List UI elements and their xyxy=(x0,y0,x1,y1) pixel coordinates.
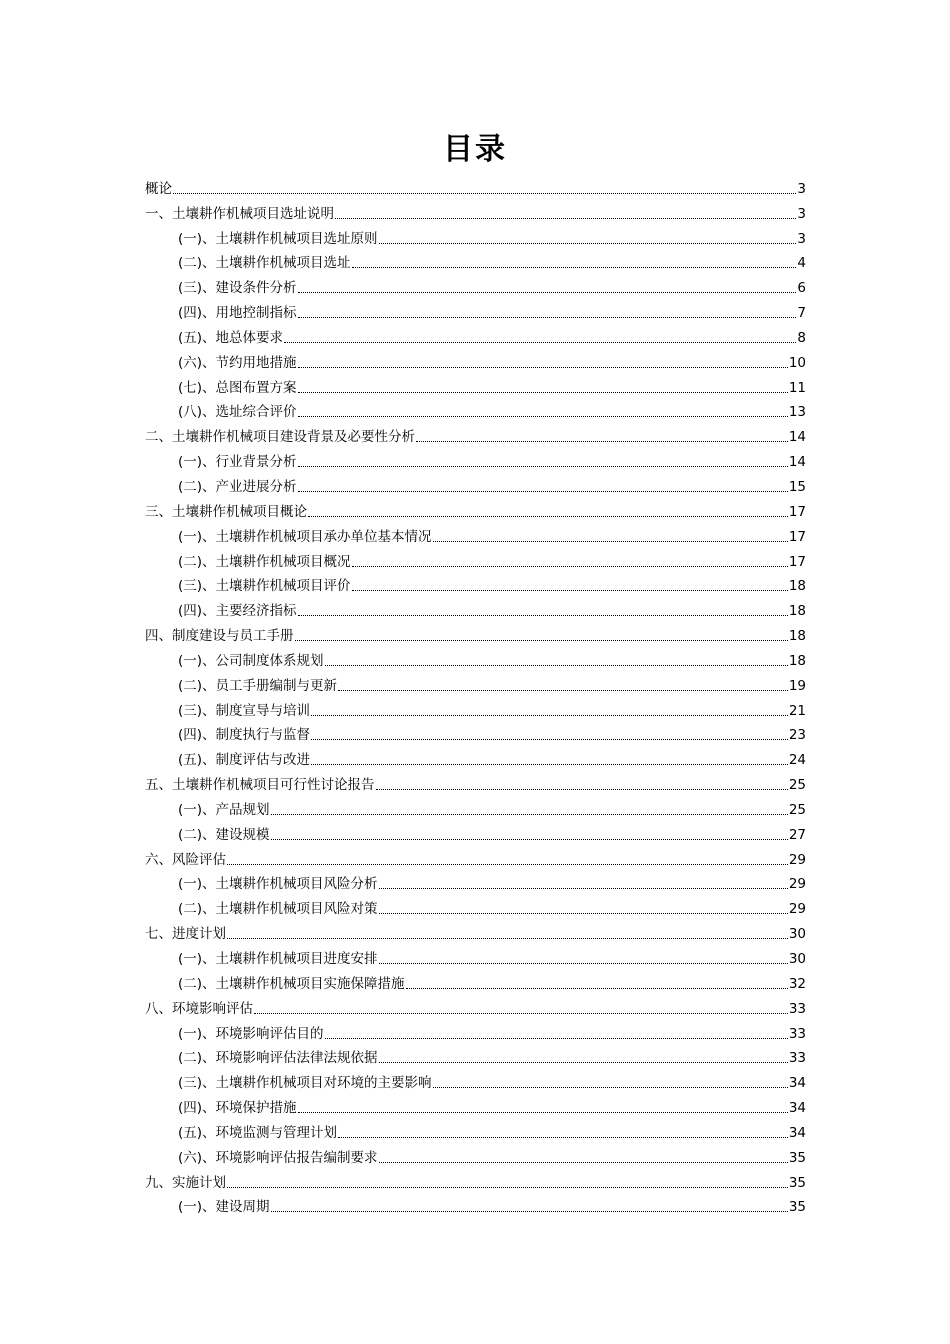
toc-entry-text: (一)、建设周期 xyxy=(178,1199,270,1216)
toc-page-number: 33 xyxy=(788,1025,806,1042)
toc-page-number: 18 xyxy=(788,578,806,595)
toc-entry-text: (四)、制度执行与监督 xyxy=(178,727,311,744)
toc-entry-text: 四、制度建设与员工手册 xyxy=(145,628,294,645)
toc-page-number: 32 xyxy=(788,975,806,992)
toc-entry[interactable] xyxy=(145,895,806,920)
dot-leader xyxy=(271,839,788,840)
toc-entry[interactable] xyxy=(145,225,806,250)
table-of-contents xyxy=(145,175,806,1218)
toc-entry-text: (五)、环境监测与管理计划 xyxy=(178,1124,338,1141)
toc-entry[interactable] xyxy=(145,349,806,374)
toc-entry[interactable] xyxy=(145,672,806,697)
toc-page-number: 33 xyxy=(788,1000,806,1017)
toc-page-number: 6 xyxy=(797,280,806,297)
toc-page-number: 29 xyxy=(788,876,806,893)
toc-entry[interactable] xyxy=(145,498,806,523)
toc-page-number: 27 xyxy=(788,826,806,843)
toc-entry-text: 五、土壤耕作机械项目可行性讨论报告 xyxy=(145,777,375,794)
toc-entry-text: (一)、公司制度体系规划 xyxy=(178,652,324,669)
toc-entry[interactable] xyxy=(145,324,806,349)
toc-entry-text: 三、土壤耕作机械项目概论 xyxy=(145,503,307,520)
toc-entry-text: (四)、主要经济指标 xyxy=(178,603,297,620)
toc-page-number: 34 xyxy=(788,1100,806,1117)
toc-entry[interactable] xyxy=(145,1020,806,1045)
dot-leader xyxy=(295,640,788,641)
toc-entry-text: (三)、土壤耕作机械项目评价 xyxy=(178,578,351,595)
toc-page-number: 24 xyxy=(788,752,806,769)
toc-entry-text: (二)、建设规模 xyxy=(178,826,270,843)
toc-page-number: 30 xyxy=(788,926,806,943)
dot-leader xyxy=(335,218,796,219)
dot-leader xyxy=(379,1162,788,1163)
toc-entry[interactable] xyxy=(145,548,806,573)
toc-page-number: 11 xyxy=(788,379,806,396)
toc-page-number: 18 xyxy=(788,628,806,645)
dot-leader xyxy=(379,1062,788,1063)
dot-leader xyxy=(433,1087,788,1088)
toc-title: 目录 xyxy=(443,132,507,167)
toc-page-number: 3 xyxy=(797,180,806,197)
toc-page-number: 35 xyxy=(788,1149,806,1166)
toc-page-number: 14 xyxy=(788,454,806,471)
dot-leader xyxy=(254,1013,788,1014)
toc-page-number: 7 xyxy=(797,305,806,322)
dot-leader xyxy=(298,615,788,616)
toc-entry[interactable] xyxy=(145,871,806,896)
toc-entry[interactable] xyxy=(145,250,806,275)
toc-entry[interactable] xyxy=(145,746,806,771)
toc-page-number: 8 xyxy=(797,329,806,346)
toc-entry-text: 六、风险评估 xyxy=(145,851,226,868)
toc-entry-text: (二)、土壤耕作机械项目实施保障措施 xyxy=(178,975,405,992)
dot-leader xyxy=(338,1137,788,1138)
toc-page-number: 17 xyxy=(788,553,806,570)
toc-entry[interactable] xyxy=(145,299,806,324)
dot-leader xyxy=(227,864,788,865)
toc-entry[interactable] xyxy=(145,771,806,796)
dot-leader xyxy=(298,317,797,318)
toc-entry[interactable] xyxy=(145,1069,806,1094)
toc-page-number: 3 xyxy=(797,205,806,222)
toc-entry[interactable] xyxy=(145,647,806,672)
toc-page-number: 30 xyxy=(788,951,806,967)
toc-entry-text: (三)、建设条件分析 xyxy=(178,280,297,297)
toc-entry[interactable] xyxy=(145,423,806,448)
toc-page-number: 18 xyxy=(788,603,806,620)
toc-entry[interactable] xyxy=(145,1119,806,1144)
toc-entry-text: (一)、产品规划 xyxy=(178,801,270,818)
toc-entry[interactable] xyxy=(145,597,806,622)
toc-entry[interactable] xyxy=(145,448,806,473)
toc-entry-text: (二)、环境影响评估法律法规依据 xyxy=(178,1050,378,1067)
dot-leader xyxy=(311,739,788,740)
toc-entry-text: (二)、土壤耕作机械项目选址 xyxy=(178,255,351,272)
toc-page-number: 17 xyxy=(788,528,806,545)
toc-entry[interactable] xyxy=(145,1094,806,1119)
toc-page-number: 23 xyxy=(788,727,806,744)
toc-entry[interactable] xyxy=(145,1045,806,1070)
toc-entry[interactable] xyxy=(145,399,806,424)
dot-leader xyxy=(298,491,788,492)
dot-leader xyxy=(284,342,796,343)
toc-entry-text: 七、进度计划 xyxy=(145,926,226,943)
toc-page-number: 33 xyxy=(788,1050,806,1067)
toc-page-number: 14 xyxy=(788,429,806,446)
toc-page-number: 19 xyxy=(788,677,806,694)
toc-entry[interactable] xyxy=(145,846,806,871)
toc-page-number: 25 xyxy=(788,801,806,818)
toc-page-number: 29 xyxy=(788,901,806,918)
dot-leader xyxy=(298,292,797,293)
dot-leader xyxy=(311,764,788,765)
toc-entry-text: 九、实施计划 xyxy=(145,1174,226,1191)
toc-entry-text: (五)、地总体要求 xyxy=(178,329,284,346)
toc-entry[interactable] xyxy=(145,523,806,548)
toc-page-number: 3 xyxy=(797,230,806,247)
dot-leader xyxy=(433,541,788,542)
toc-entry-text: (七)、总图布置方案 xyxy=(178,379,297,396)
toc-entry[interactable] xyxy=(145,573,806,598)
dot-leader xyxy=(308,516,788,517)
toc-entry-text: (八)、选址综合评价 xyxy=(178,404,297,421)
toc-entry[interactable] xyxy=(145,1194,806,1219)
toc-entry-text: 八、环境影响评估 xyxy=(145,1000,253,1017)
dot-leader xyxy=(325,1038,788,1039)
toc-entry-text: (一)、土壤耕作机械项目选址原则 xyxy=(178,230,378,247)
dot-leader xyxy=(376,789,788,790)
toc-entry-text: 概论 xyxy=(145,180,172,197)
toc-page-number: 17 xyxy=(788,503,806,520)
toc-page-number: 34 xyxy=(788,1124,806,1141)
dot-leader xyxy=(352,590,788,591)
dot-leader xyxy=(379,243,797,244)
dot-leader xyxy=(298,392,788,393)
toc-page-number: 25 xyxy=(788,777,806,794)
dot-leader xyxy=(379,963,788,964)
toc-page-number: 15 xyxy=(788,478,806,495)
toc-entry-text: (四)、环境保护措施 xyxy=(178,1100,297,1117)
dot-leader xyxy=(406,988,788,989)
toc-entry[interactable] xyxy=(145,796,806,821)
dot-leader xyxy=(325,665,788,666)
toc-page-number: 4 xyxy=(797,255,806,272)
toc-entry-text: (五)、制度评估与改进 xyxy=(178,752,311,769)
toc-entry-text: (二)、员工手册编制与更新 xyxy=(178,677,338,694)
toc-entry-text: (二)、土壤耕作机械项目概况 xyxy=(178,553,351,570)
toc-entry-text: (二)、产业进展分析 xyxy=(178,478,297,495)
toc-entry-text: (三)、土壤耕作机械项目对环境的主要影响 xyxy=(178,1075,432,1092)
toc-page-number: 35 xyxy=(788,1174,806,1191)
dot-leader xyxy=(416,441,788,442)
dot-leader xyxy=(352,566,788,567)
toc-entry-text: (一)、环境影响评估目的 xyxy=(178,1025,324,1042)
dot-leader xyxy=(338,690,788,691)
dot-leader xyxy=(271,814,788,815)
toc-entry[interactable] xyxy=(145,995,806,1020)
toc-entry[interactable] xyxy=(145,722,806,747)
toc-page-number: 35 xyxy=(788,1199,806,1216)
toc-entry[interactable] xyxy=(145,473,806,498)
dot-leader xyxy=(271,1211,788,1212)
dot-leader xyxy=(379,888,788,889)
toc-entry[interactable] xyxy=(145,920,806,945)
dot-leader xyxy=(311,715,788,716)
toc-entry-text: (一)、土壤耕作机械项目进度安排 xyxy=(178,951,378,967)
toc-entry[interactable] xyxy=(145,697,806,722)
toc-entry-text: (一)、土壤耕作机械项目风险分析 xyxy=(178,876,378,893)
dot-leader xyxy=(352,267,797,268)
dot-leader xyxy=(298,416,788,417)
toc-entry[interactable] xyxy=(145,274,806,299)
toc-entry[interactable] xyxy=(145,821,806,846)
toc-page-number: 13 xyxy=(788,404,806,421)
dot-leader xyxy=(227,1187,788,1188)
toc-entry[interactable] xyxy=(145,200,806,225)
toc-entry[interactable] xyxy=(145,1144,806,1169)
toc-page-number: 29 xyxy=(788,851,806,868)
toc-entry-text: (四)、用地控制指标 xyxy=(178,305,297,322)
toc-entry-text: (一)、行业背景分析 xyxy=(178,454,297,471)
toc-page-number: 10 xyxy=(788,354,806,371)
toc-entry-text: (一)、土壤耕作机械项目承办单位基本情况 xyxy=(178,528,432,545)
toc-page-number: 34 xyxy=(788,1075,806,1092)
toc-page-number: 18 xyxy=(788,652,806,669)
toc-entry-text: 一、土壤耕作机械项目选址说明 xyxy=(145,205,334,222)
toc-entry-text: (二)、土壤耕作机械项目风险对策 xyxy=(178,901,378,918)
dot-leader xyxy=(298,466,788,467)
toc-entry[interactable] xyxy=(145,945,806,970)
toc-entry[interactable] xyxy=(145,374,806,399)
toc-entry-text: (三)、制度宣导与培训 xyxy=(178,702,311,719)
toc-entry[interactable] xyxy=(145,1169,806,1194)
toc-entry[interactable] xyxy=(145,970,806,995)
toc-entry[interactable] xyxy=(145,622,806,647)
toc-entry-text: 二、土壤耕作机械项目建设背景及必要性分析 xyxy=(145,429,415,446)
toc-entry-text: (六)、环境影响评估报告编制要求 xyxy=(178,1149,378,1166)
toc-entry[interactable] xyxy=(145,175,806,200)
toc-entry-text: (六)、节约用地措施 xyxy=(178,354,297,371)
dot-leader xyxy=(298,367,788,368)
dot-leader xyxy=(173,193,796,194)
dot-leader xyxy=(298,1112,788,1113)
dot-leader xyxy=(227,938,788,939)
toc-page-number: 21 xyxy=(788,702,806,719)
dot-leader xyxy=(379,913,788,914)
